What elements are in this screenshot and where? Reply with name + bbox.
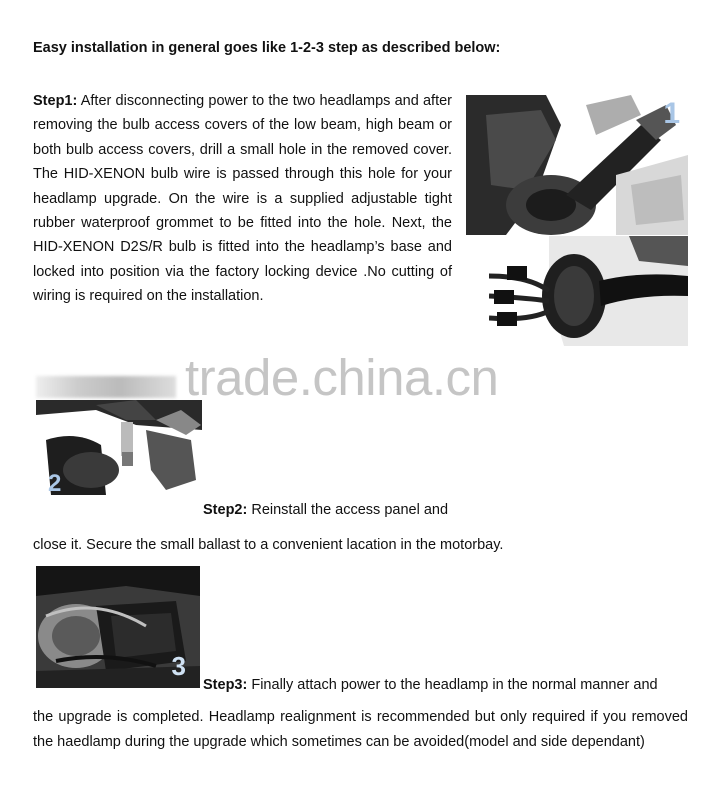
image-blur-strip — [36, 376, 176, 398]
step2-paragraph-line2: close it. Secure the small ballast to a convenient lacation in the motorbay. — [33, 537, 504, 553]
trade-china-watermark: trade.china.cn — [185, 349, 499, 406]
step1-image-number: 1 — [663, 97, 680, 130]
step1-drill-photo — [466, 95, 688, 235]
step3-label: Step3: — [203, 677, 248, 693]
step2-paragraph-line1 — [203, 498, 453, 522]
step3-ballast-photo — [36, 566, 200, 688]
step3-paragraph-line1 — [203, 673, 688, 697]
page-heading: Easy installation in general goes like 1-2-3 step as described below: — [33, 40, 501, 56]
step3-text-a: Finally attach power to the headlamp in the normal manner and — [247, 677, 658, 693]
step3-paragraph-body: the upgrade is completed. Headlamp realignment is recommended but only required if you removed the haedlamp during the upgrade which sometimes can be avoided(model and side dependant) — [33, 709, 688, 750]
step1-label: Step1: — [33, 93, 78, 109]
step2-bulb-photo — [36, 400, 202, 500]
step1-wiring-photo — [489, 236, 688, 346]
step1-paragraph — [33, 89, 452, 309]
step2-text-a: Reinstall the access panel and — [247, 502, 449, 518]
step2-image-number: 2 — [48, 470, 62, 497]
step1-text: After disconnecting power to the two headlamps and after removing the bulb access covers of the low beam, high beam or both bulb access covers, drill a small hole in the removed cover. The HID-XENON bulb wire is passed through this hole for your headlamp upgrade. On the wire is a supplied adjustable tight rubber waterproof grommet to be fitted into the hole. Next, the HID-XENON D2S/R bulb is fitted into the headlamp’s base and locked into position via the factory locking device .No cutting of wiring is required on the installation. — [33, 93, 452, 305]
step3-image-number: 3 — [171, 651, 186, 681]
step2-label: Step2: — [203, 502, 248, 518]
